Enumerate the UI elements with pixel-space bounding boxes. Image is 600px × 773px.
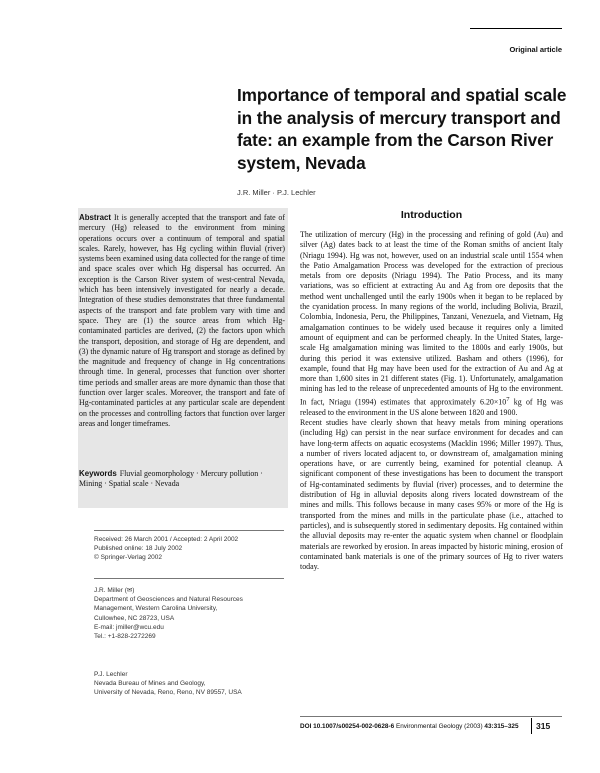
doi: DOI 10.1007/s00254-002-0628-6 [300, 723, 395, 730]
article-type: Original article [509, 45, 562, 54]
institution: Management, Western Carolina University, [94, 605, 218, 613]
intro-paragraph [300, 230, 563, 418]
publication-dates [94, 535, 238, 563]
page-separator [531, 718, 532, 734]
exponent: 7 [506, 395, 510, 403]
header-rule [470, 28, 562, 29]
volume-pages: 43:315–325 [484, 723, 519, 730]
abstract-label: Abstract [79, 213, 112, 222]
journal-name: Environmental Geology (2003) [395, 723, 483, 730]
author-name: J.R. Miller (✉) [94, 587, 135, 594]
author-name: P.J. Lechler [94, 671, 128, 678]
keywords [79, 469, 285, 490]
paper-title: Importance of temporal and spatial scale in the analysis of mercury transport and fate: an example from the Carson River system, Nevada [237, 85, 567, 173]
page-number: 315 [536, 721, 551, 731]
authors: J.R. Miller · P.J. Lechler [237, 188, 316, 197]
email: E-mail: jmiller@wcu.edu [94, 623, 164, 631]
published-online: Published online: 18 July 2002 [94, 545, 183, 553]
abstract [79, 213, 285, 429]
introduction-body [300, 230, 563, 572]
telephone: Tel.: +1-828-2272269 [94, 633, 156, 641]
intro-paragraph: Recent studies have clearly shown that heavy metals from mining operations (including Hg) can persist in the near surface environment for decades and can have long-term affects on aquatic ecosystems (Macklin 1996; Miller 1997). Thus, a number of rivers located adjacent to, or downstream of, amalgamation mining operations have, or are currently being, examined for potential cleanup. A significant component of these investigations has been to document the transport of Hg-contaminated sediments by fluvial (river) processes, and to determine the distribution of Hg in alluvial deposits along rivers located downstream of the mines and mills. This follows because in many cases 95% or more of the Hg is transported from the mines and mills in the particulate phase (i.e., attached to particles), and is subsequently stored in sedimentary deposits. Hg contained within the alluvial deposits may re-enter the aquatic system when channel or floodplain materials are reworked by erosion. In areas impacted by historic mining, erosion of contaminated bank materials is one of the primary sources of Hg to river waters today. [300, 417, 563, 572]
keywords-text: Fluvial geomorphology · Mercury pollution · Mining · Spatial scale · Nevada [79, 469, 263, 489]
affiliation-lechler [94, 670, 242, 698]
copyright: © Springer-Verlag 2002 [94, 554, 163, 562]
received-accepted: Received: 26 March 2001 / Accepted: 2 April 2002 [94, 536, 239, 543]
institution: Nevada Bureau of Mines and Geology, [94, 680, 206, 688]
abstract-text: It is generally accepted that the transport and fate of mercury (Hg) released to the environment from mining operations occurs over a continuum of temporal and spatial scales. Rarely, however, has Hg cycling within fluvial (river) systems been examined using data collected for the range of time and space scales over which Hg dispersal has occurred. An exception is the Carson River system of west-central Nevada, which has been intensively investigated for nearly a decade. Integration of these studies demonstrates that three fundamental aspects of the transport and fate problem vary with time and space. They are (1) the source areas from which Hg-contaminated particles are derived, (2) the factors upon which the transport, deposition, and storage of Hg are dependent, and (3) the dynamic nature of Hg transport and storage as defined by the magnitude and frequency of change in Hg concentrations through time. In general, processes that function over shorter time periods and smaller areas are more dynamic than those that function over larger scales. Moreover, the transport and fate of Hg-contaminated particles at any particular scale are dependent on the processes and controlling factors that function over larger areas and longer timeframes. [79, 213, 285, 428]
footer-citation [300, 723, 519, 730]
address: University of Nevada, Reno, Reno, NV 89557, USA [94, 689, 242, 697]
intro-text: The utilization of mercury (Hg) in the processing and refining of gold (Au) and silver (Ag) dates back to at least the time of the Roman smiths of ancient Italy (Nriagu 1994). Hg was not, however, used on an industrial scale until 1554 when the Patio Amalgamation Process was developed for the extraction of precious metals from ore deposits (Nriagu 1994). The Patio Process, and its many variations, was so efficient at extracting Au and Ag from ore deposits that the method went unchallenged until the early 1900s when it began to be replaced by the cyanidation process. In many regions of the world, including Bolivia, Brazil, Colombia, Indonesia, Peru, the Philippines, Tanzani, Venezuela, and Vietnam, Hg amalgamation continues to be widely used because it requires only a limited amount of equipment and can be performed cheaply. In the United States, large-scale Hg amalgamation mining was limited to the 1800s and early 1900s, but during this period it was extensive utilized. Basham and others (1996), for example, found that Hg may have been used for the extraction of Au and Ag at more than 1,600 sites in 21 different states (Fig. 1). Unfortunately, amalgamation mining has led to the release of unprecedented amounts of Hg to the environment. In fact, Nriagu (1994) estimates that approximately 6.20×10 [300, 230, 563, 407]
affiliation-miller [94, 586, 243, 641]
address: Cullowhee, NC 28723, USA [94, 614, 175, 622]
keywords-label: Keywords [79, 469, 117, 478]
introduction-heading: Introduction [400, 209, 463, 221]
footer-rule [300, 716, 562, 717]
affiliation-rule [94, 578, 284, 579]
intro-text: kg of Hg was released to the environment in the US alone between 1820 and 1900. [300, 397, 563, 417]
dates-rule [94, 530, 284, 531]
department: Department of Geosciences and Natural Resources [94, 596, 243, 604]
